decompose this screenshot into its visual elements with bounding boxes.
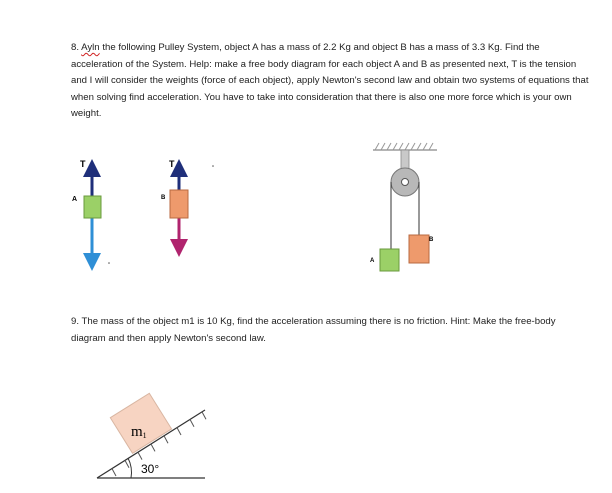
tension-label-a: T [80,159,86,169]
block-a-fbd [84,196,101,218]
stray-dot [108,262,110,264]
block-b-fbd [170,190,188,218]
incline-figure [97,393,206,478]
block-a [380,249,399,271]
angle-label: 30° [141,462,160,476]
misspelled-word: Ayln [81,42,100,53]
pulley-system [370,143,437,271]
object-label-b-fbd: B [161,195,166,201]
object-label-a-fbd: A [72,196,78,203]
problem-8-body: the following Pulley System, object A has a mass of 2.2 Kg and object B has a mass of 3.3 Kg. Find the acceleration of the System. Help: make a free body diagram for each object A and B as presented next, T is the tension and I will consider the weights (force of each object), apply Newton's second law and obtain two systems of equations that when solving find acceleration. You have to take into consideration that there is also one more force which is your own weight. [71,42,589,120]
fbd-a [72,159,101,262]
problem-9-text: 9. The mass of the object m1 is 10 Kg, find the acceleration assuming there is no friction. Hint: Make the free-body diagram and then apply Newton's second law. [71,316,556,344]
pulley-label-b: B [429,237,434,243]
incline-block-label: m1 [131,424,147,440]
block-b [409,235,429,263]
tension-label-b: T [169,159,175,169]
problem-8-number: 8. [71,42,80,53]
pulley-label-a: A [370,258,375,264]
fbd-b [161,159,188,248]
stray-dot [212,165,214,167]
angle-arc [128,458,131,478]
ceiling-hatch [375,143,433,150]
pulley-axle [402,179,409,186]
